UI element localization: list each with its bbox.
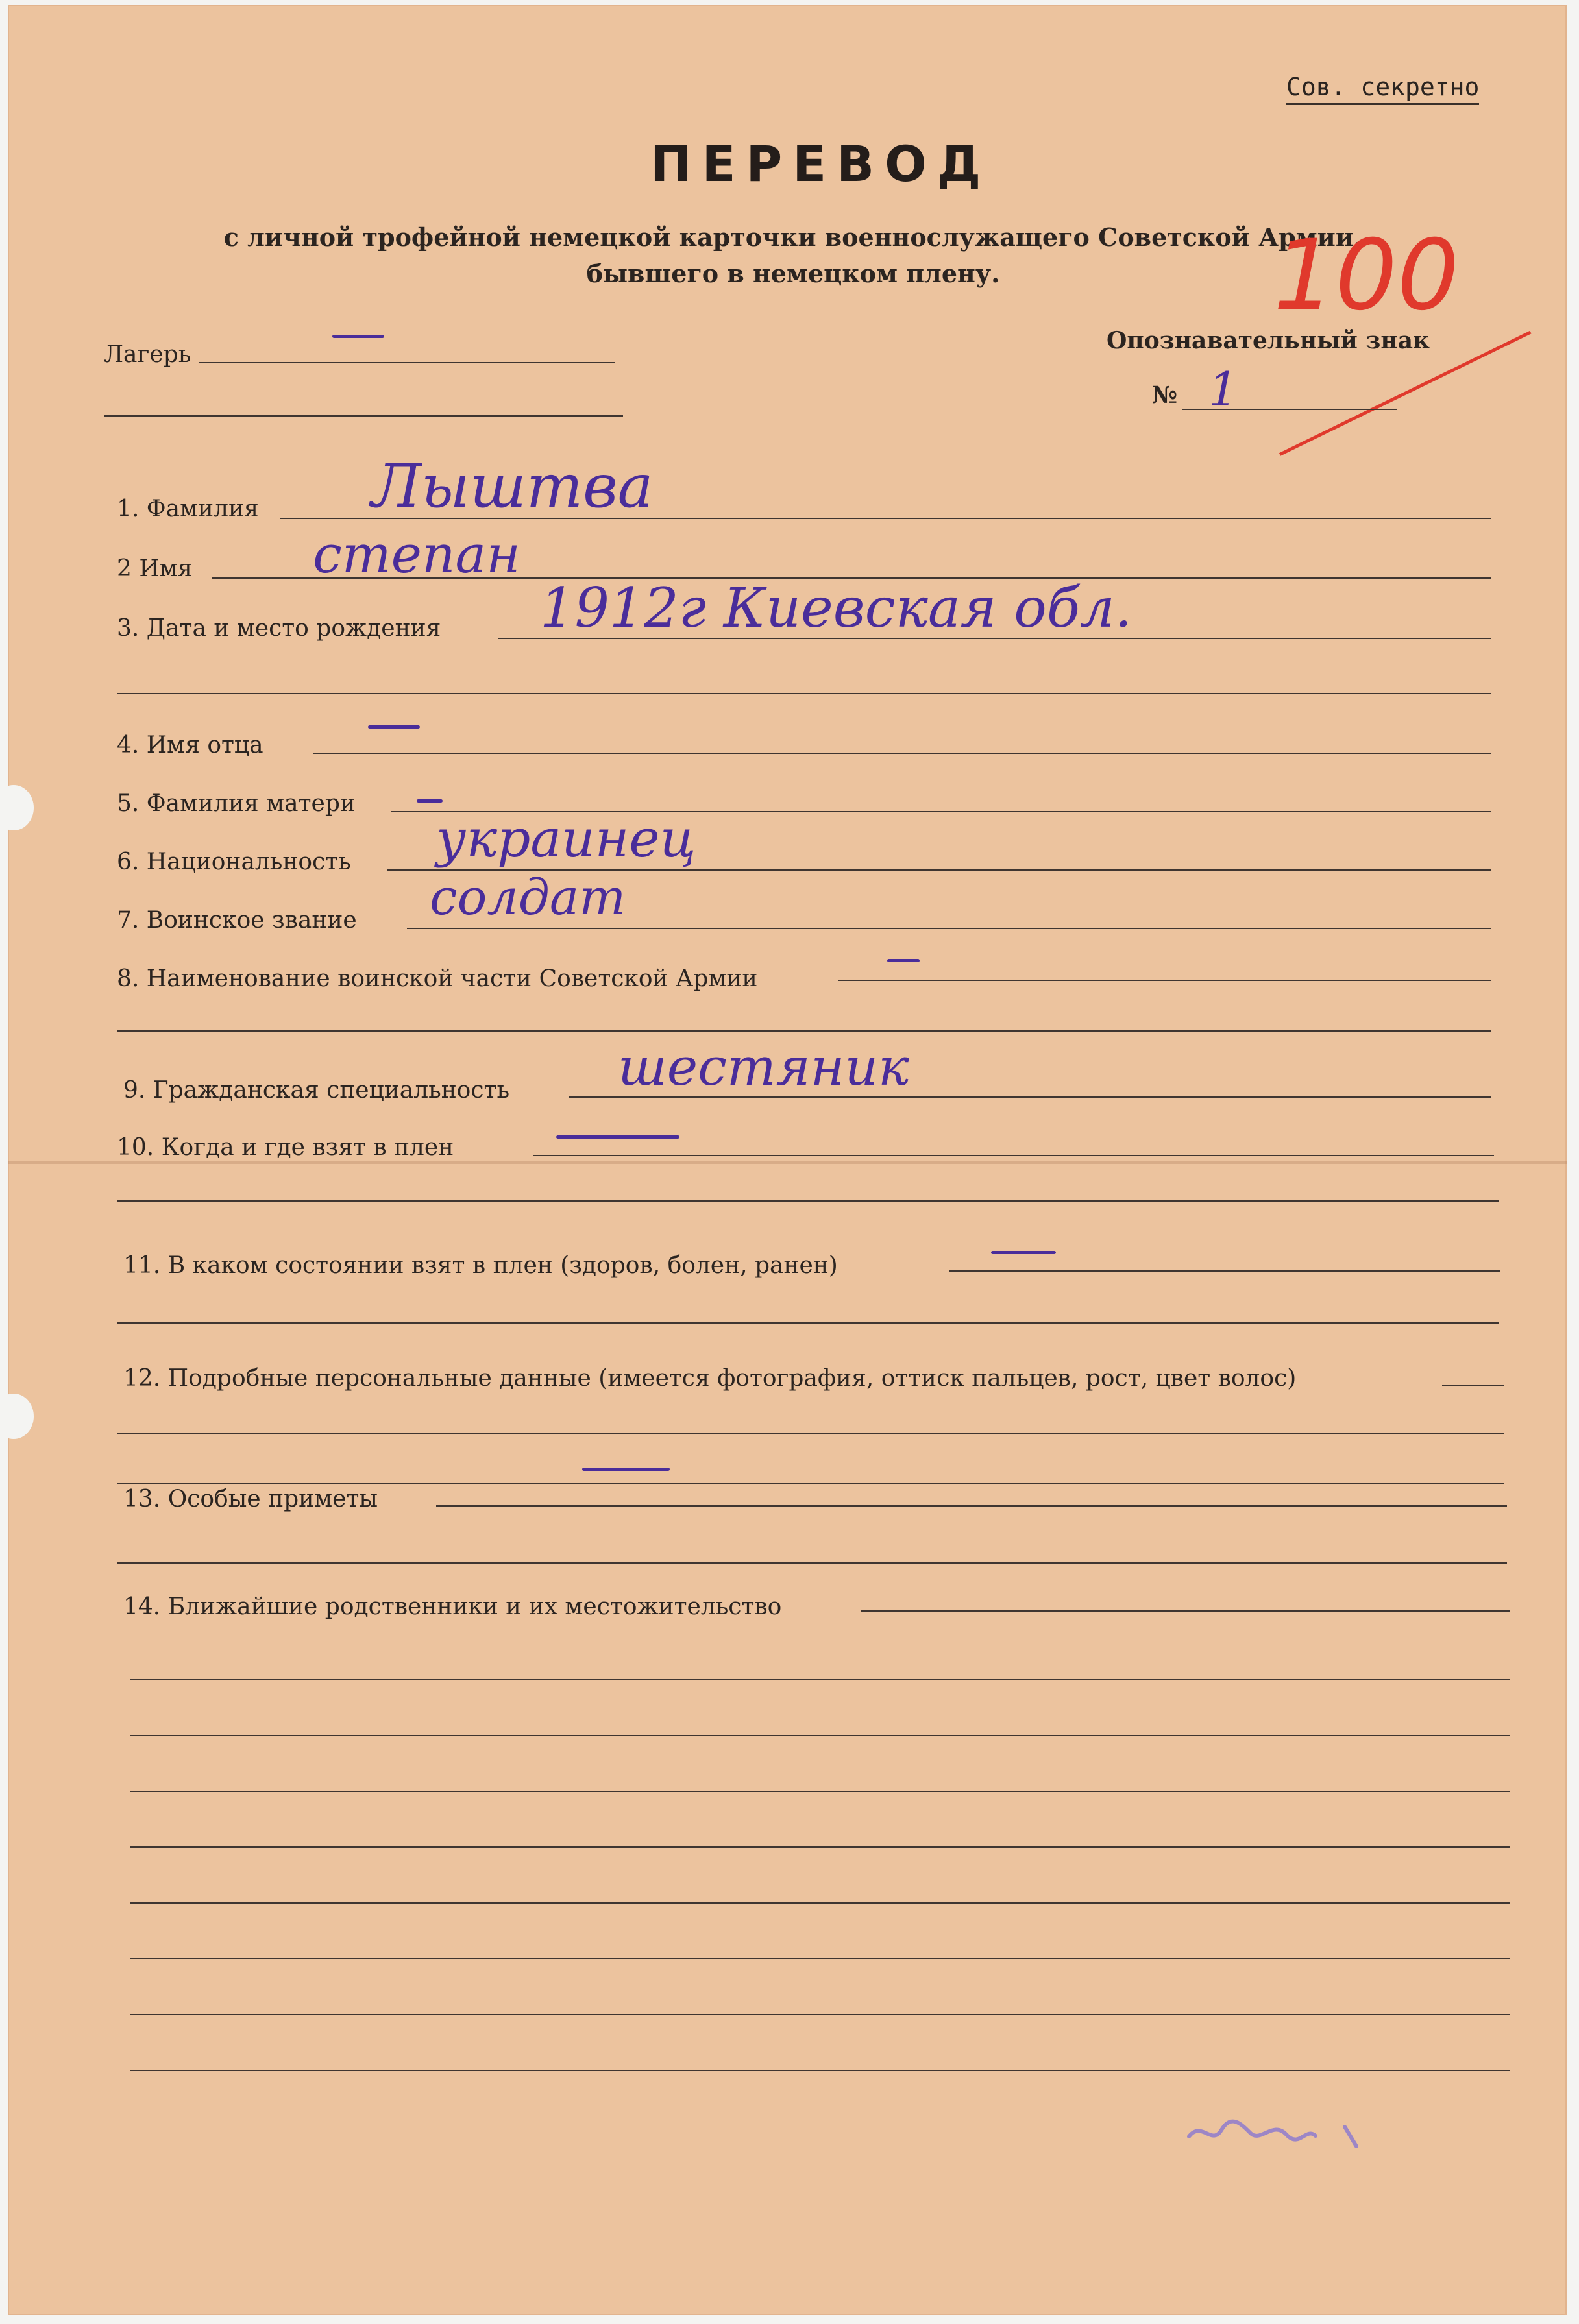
- blank-rule-3: [130, 1791, 1510, 1792]
- field-relatives-label: 14. Ближайшие родственники и их местожительство: [123, 1593, 782, 1620]
- blank-rule-2: [130, 1735, 1510, 1736]
- field-captured-rule: [533, 1155, 1494, 1156]
- field-specialty-value: шестяник: [618, 1037, 909, 1097]
- field-captured-label: 10. Когда и где взят в плен: [117, 1134, 454, 1161]
- paper-fold: [8, 1161, 1567, 1164]
- field-marks-rule-2: [117, 1562, 1507, 1564]
- field-nationality-label: 6. Национальность: [117, 849, 351, 875]
- punch-hole-upper: [8, 785, 34, 830]
- field-mother-label: 5. Фамилия матери: [117, 790, 356, 817]
- document-sheet: [8, 5, 1567, 2315]
- field-birth-label: 3. Дата и место рождения: [117, 615, 441, 642]
- classification-mark: Сов. секретно: [1286, 73, 1479, 105]
- field-relatives-rule: [861, 1610, 1510, 1612]
- field-personal-rule-2: [117, 1433, 1504, 1434]
- field-rank-rule: [407, 928, 1491, 929]
- blank-rule-6: [130, 1958, 1510, 1959]
- field-personal-label: 12. Подробные персональные данные (имеется фотография, оттиск пальцев, рост, цвет волос): [123, 1365, 1297, 1392]
- field-father-label: 4. Имя отца: [117, 732, 263, 758]
- tag-number-label: №: [1152, 381, 1178, 409]
- field-marks-dash: [582, 1468, 670, 1471]
- field-birth-value: 1912г Киевская обл.: [540, 576, 1132, 640]
- blank-rule-5: [130, 1902, 1510, 1904]
- tag-number-value: 1: [1208, 362, 1238, 417]
- field-unit-label: 8. Наименование воинской части Советской Армии: [117, 965, 758, 992]
- field-specialty-label: 9. Гражданская специальность: [123, 1077, 510, 1104]
- field-name-value: степан: [313, 524, 520, 585]
- tag-number-rule: [1182, 409, 1397, 410]
- camp-label: Лагерь: [104, 341, 191, 368]
- field-father-rule: [313, 753, 1491, 754]
- document-subtitle: [215, 219, 1371, 292]
- field-mother-dash: [417, 799, 443, 803]
- field-marks-label: 13. Особые приметы: [123, 1486, 378, 1512]
- subtitle-line-2: бывшего в немецком плену.: [586, 259, 1000, 288]
- field-condition-label: 11. В каком состоянии взят в плен (здоров, болен, ранен): [123, 1252, 838, 1279]
- field-condition-rule: [949, 1270, 1500, 1272]
- field-rank-value: солдат: [430, 868, 626, 926]
- field-nationality-value: украинец: [436, 808, 696, 869]
- field-surname-label: 1. Фамилия: [117, 496, 259, 522]
- field-personal-rule-3: [117, 1483, 1504, 1484]
- field-personal-rule: [1442, 1385, 1504, 1386]
- blank-rule-8: [130, 2070, 1510, 2071]
- blank-rule-1: [130, 1679, 1510, 1680]
- field-unit-dash: [887, 959, 920, 962]
- field-surname-value: Лыштва: [371, 452, 654, 521]
- camp-rule-2: [104, 415, 623, 417]
- red-number-stamp: 100: [1273, 219, 1460, 332]
- field-unit-rule-2: [117, 1030, 1491, 1032]
- field-unit-rule: [838, 980, 1491, 981]
- field-condition-dash: [991, 1251, 1056, 1254]
- field-birth-rule-2: [117, 693, 1491, 694]
- blank-rule-7: [130, 2014, 1510, 2015]
- camp-value-dash: [332, 335, 384, 338]
- field-captured-dash: [556, 1135, 679, 1139]
- field-name-label: 2 Имя: [117, 555, 193, 582]
- field-marks-rule: [436, 1505, 1507, 1507]
- field-condition-rule-2: [117, 1322, 1499, 1324]
- field-father-dash: [368, 725, 420, 729]
- faint-signature-scribble: [1182, 2107, 1377, 2153]
- document-title: ПЕРЕВОД: [650, 135, 992, 193]
- punch-hole-lower: [8, 1394, 34, 1439]
- field-rank-label: 7. Воинское звание: [117, 907, 357, 934]
- blank-rule-4: [130, 1846, 1510, 1848]
- camp-rule: [199, 362, 615, 363]
- field-captured-rule-2: [117, 1200, 1499, 1202]
- subtitle-line-1: с личной трофейной немецкой карточки военнослужащего Советской Армии,: [223, 223, 1363, 252]
- tag-label: Опознавательный знак: [1107, 327, 1430, 354]
